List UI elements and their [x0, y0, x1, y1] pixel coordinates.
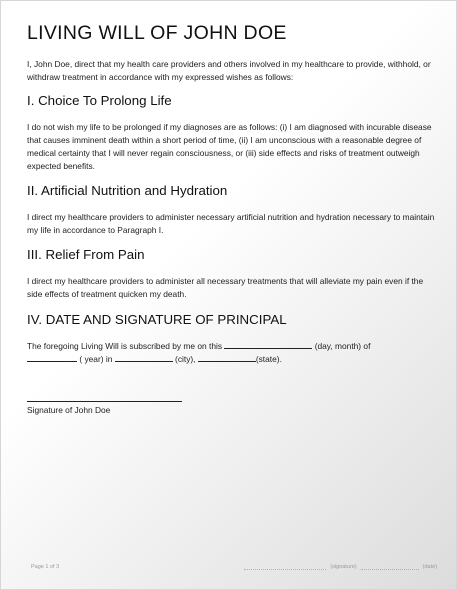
footer-date-label: (date): [422, 564, 437, 570]
section-body-nutrition: I direct my healthcare providers to administer necessary artificial nutrition and hydration necessary to maintain my life in accordance to Paragraph I.: [27, 212, 435, 235]
footer-signature-label: (signature): [330, 564, 357, 570]
city-blank[interactable]: [115, 353, 173, 362]
date-signature-paragraph: [27, 340, 437, 366]
signature-label: Signature of John Doe: [27, 405, 111, 415]
section-heading-nutrition: II. Artificial Nutrition and Hydration: [27, 183, 228, 198]
year-blank[interactable]: [27, 353, 77, 362]
signature-line[interactable]: [27, 401, 182, 402]
section-body-prolong-life: I do not wish my life to be prolonged if my diagnoses are as follows: (i) I am diagnosed with incurable disease that causes imminent death within a short period of time, (ii) I am unconscious with a reasonable degree of medical certainty that I will never regain consciousness, or (iii) side effects and risks of treatment outweigh expected benefits.: [27, 122, 432, 171]
footer-page-number: Page 1 of 3: [31, 564, 60, 570]
footer-date-blank[interactable]: [361, 563, 419, 570]
date-text-part-1: The foregoing Living Will is subscribed by me on this: [27, 341, 223, 351]
document-title: LIVING WILL OF JOHN DOE: [27, 22, 287, 44]
date-text-part-4: (city),: [175, 354, 196, 364]
section-heading-signature: IV. DATE AND SIGNATURE OF PRINCIPAL: [27, 312, 287, 327]
day-month-blank[interactable]: [224, 340, 312, 349]
section-heading-prolong-life: I. Choice To Prolong Life: [27, 93, 172, 108]
footer-signature-date: [244, 563, 437, 570]
section-body-pain-relief: I direct my healthcare providers to administer all necessary treatments that will alleviate my pain even if the side effects of treatment quicken my death.: [27, 276, 424, 299]
state-blank[interactable]: [198, 353, 256, 362]
intro-paragraph: I, John Doe, direct that my health care providers and others involved in my healthcare to provide, withhold, or withdraw treatment in accordance with my expressed wishes as follows:: [27, 59, 431, 82]
footer-signature-blank[interactable]: [244, 563, 326, 570]
date-text-part-5: (state).: [255, 354, 282, 364]
date-text-part-2: (day, month) of: [314, 341, 371, 351]
date-text-part-3: ( year) in: [79, 354, 113, 364]
section-heading-pain-relief: III. Relief From Pain: [27, 247, 145, 262]
